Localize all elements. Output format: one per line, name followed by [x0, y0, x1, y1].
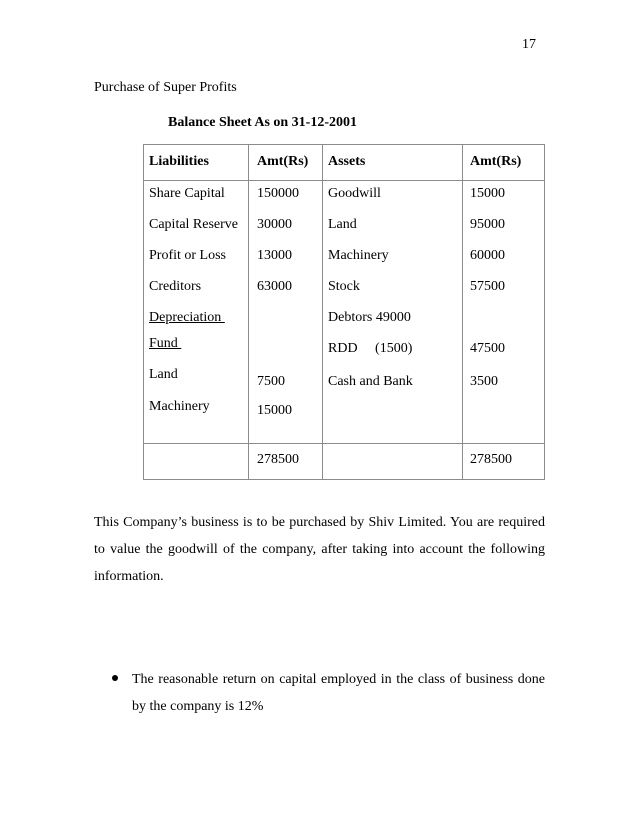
asset-amount: 47500 [470, 341, 505, 356]
header-liab-amount: Amt(Rs) [257, 154, 309, 169]
asset-amount: 57500 [470, 279, 505, 294]
header-liabilities: Liabilities [149, 154, 209, 169]
liability-amount: 13000 [257, 248, 292, 263]
asset-amount: 95000 [470, 217, 505, 232]
asset-amount: 15000 [470, 186, 505, 201]
asset-item: RDD (1500) [328, 341, 413, 356]
page-number: 17 [522, 37, 536, 52]
total-assets: 278500 [470, 452, 512, 467]
liability-item: Land [149, 367, 178, 382]
header-asset-amount: Amt(Rs) [470, 154, 522, 169]
liability-amount: 7500 [257, 374, 285, 389]
liability-item: Machinery [149, 399, 210, 414]
table-body-row [144, 181, 545, 444]
liability-amount: 15000 [257, 403, 292, 418]
asset-item: Cash and Bank [328, 374, 413, 389]
table-total-row [144, 444, 545, 480]
asset-amount: 60000 [470, 248, 505, 263]
table-title: Balance Sheet As on 31-12-2001 [168, 115, 357, 130]
asset-item: Machinery [328, 248, 389, 263]
liability-item: Capital Reserve [149, 217, 239, 232]
asset-amount: 3500 [470, 374, 498, 389]
bullet-item: The reasonable return on capital employed in the class of business done by the company is 12% [132, 672, 545, 714]
balance-sheet-table [143, 144, 545, 480]
bullet-icon [112, 675, 118, 681]
asset-item: Stock [328, 279, 360, 294]
liability-item: Fund [149, 336, 182, 351]
liability-item: Depreciation [149, 310, 225, 325]
total-liabilities: 278500 [257, 452, 299, 467]
liability-amount: 30000 [257, 217, 292, 232]
asset-item: Goodwill [328, 186, 381, 201]
body-paragraph: This Company’s business is to be purchased by Shiv Limited. You are required to value the goodwill of the company, after taking into account the following information. [94, 515, 545, 584]
section-heading: Purchase of Super Profits [94, 80, 237, 95]
header-assets: Assets [328, 154, 366, 169]
asset-item: Debtors 49000 [328, 310, 411, 325]
table-header-row [144, 145, 545, 181]
asset-item: Land [328, 217, 357, 232]
liability-amount: 63000 [257, 279, 292, 294]
liability-item: Share Capital [149, 186, 225, 201]
liability-item: Creditors [149, 279, 202, 294]
liability-item: Profit or Loss [149, 248, 226, 263]
liability-amount: 150000 [257, 186, 299, 201]
